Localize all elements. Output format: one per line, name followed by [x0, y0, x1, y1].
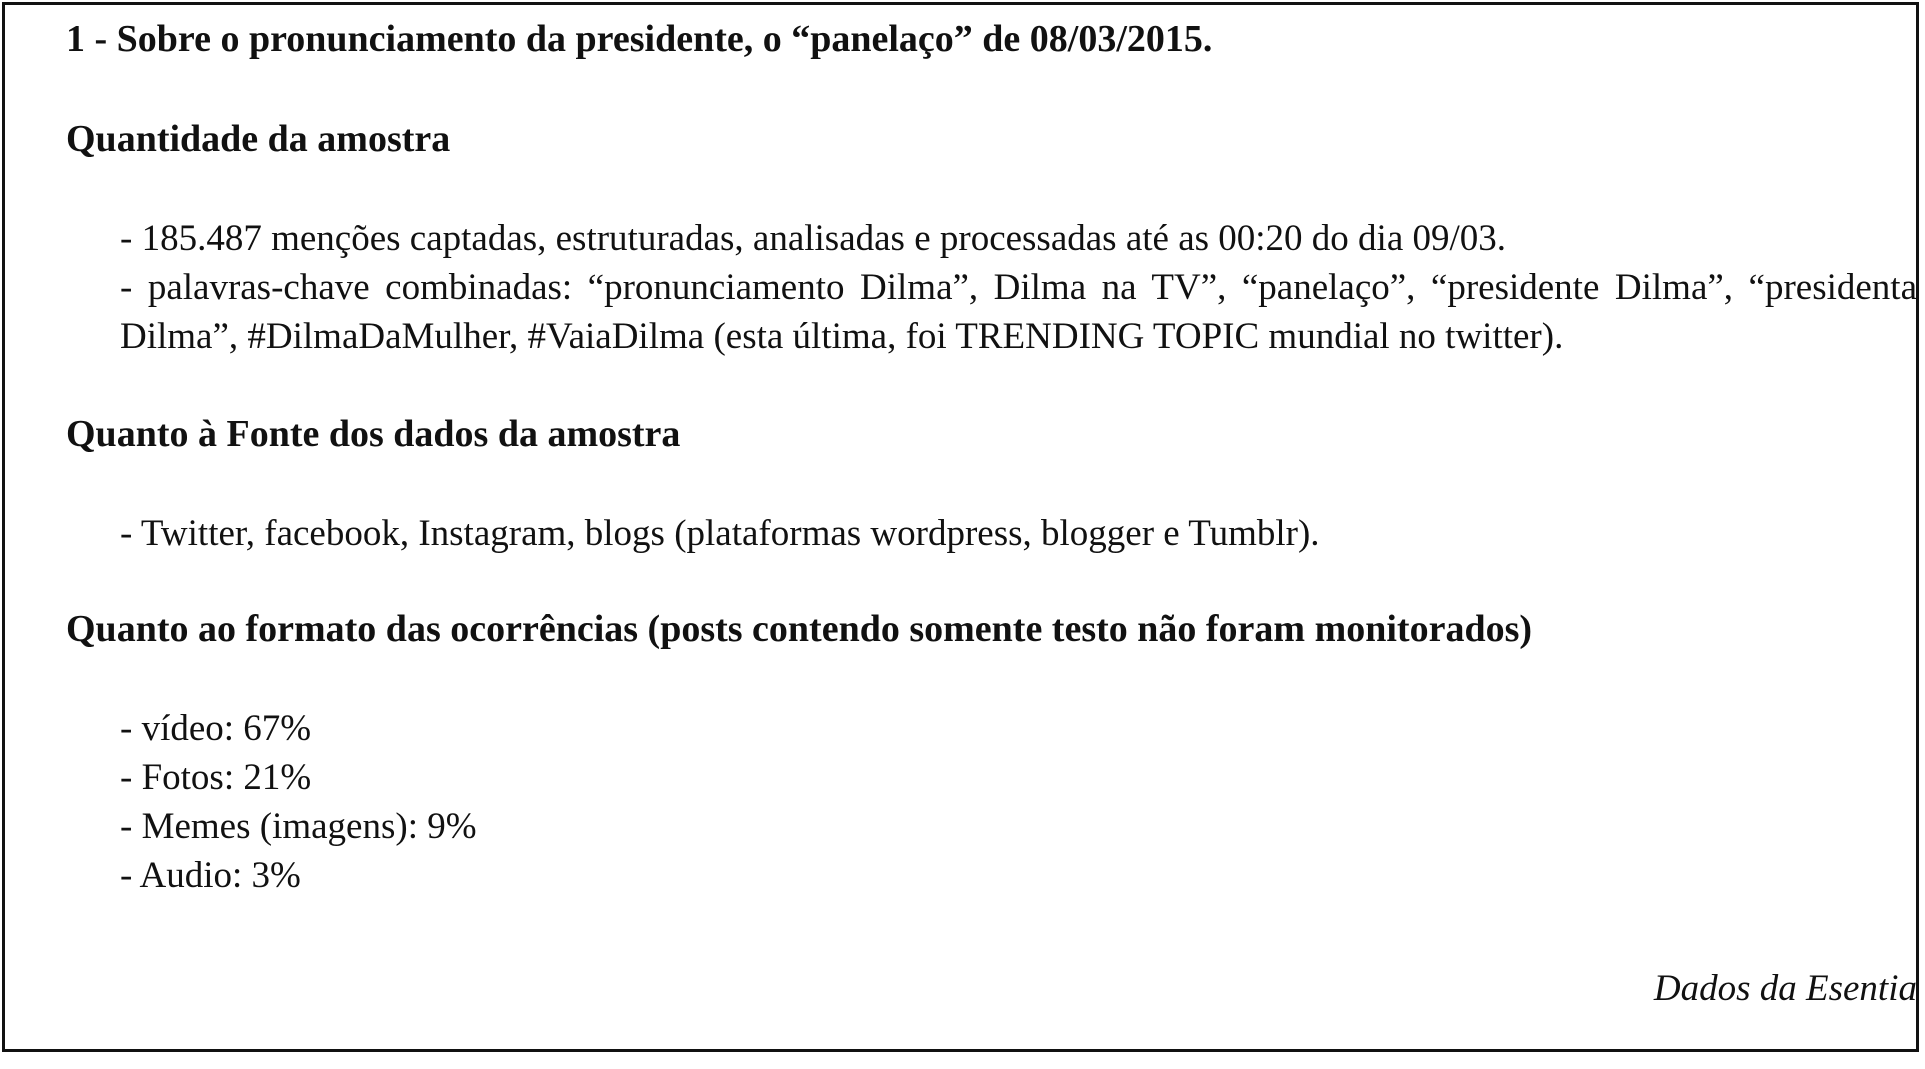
- section-heading-format: Quanto ao formato das ocorrências (posts contendo somente testo não foram monitorados): [66, 608, 1533, 650]
- list-item-keywords: - palavras-chave combinadas: “pronunciamento Dilma”, Dilma na TV”, “panelaço”, “presidente Dilma”, “presidenta Dilma”, #DilmaDaMulher, #VaiaDilma (esta última, foi TRENDING TOPIC mundial no twitter).: [120, 267, 1917, 357]
- list-item-mentions: - 185.487 menções captadas, estruturadas, analisadas e processadas até as 00:20 do dia 09/03.: [120, 218, 1507, 259]
- list-item-memes: - Memes (imagens): 9%: [120, 806, 477, 847]
- list-item-platforms: - Twitter, facebook, Instagram, blogs (plataformas wordpress, blogger e Tumblr).: [120, 513, 1320, 554]
- section-heading-data-source: Quanto à Fonte dos dados da amostra: [66, 413, 681, 455]
- section-heading-sample-size: Quantidade da amostra: [66, 118, 451, 160]
- list-item-audio: - Audio: 3%: [120, 855, 301, 896]
- list-item-video: - vídeo: 67%: [120, 708, 312, 749]
- document-title: 1 - Sobre o pronunciamento da presidente, o “panelaço” de 08/03/2015.: [66, 18, 1213, 60]
- source-credit: Dados da Esentia: [1653, 968, 1917, 1009]
- list-item-photos: - Fotos: 21%: [120, 757, 312, 798]
- document-body: [66, 16, 1917, 900]
